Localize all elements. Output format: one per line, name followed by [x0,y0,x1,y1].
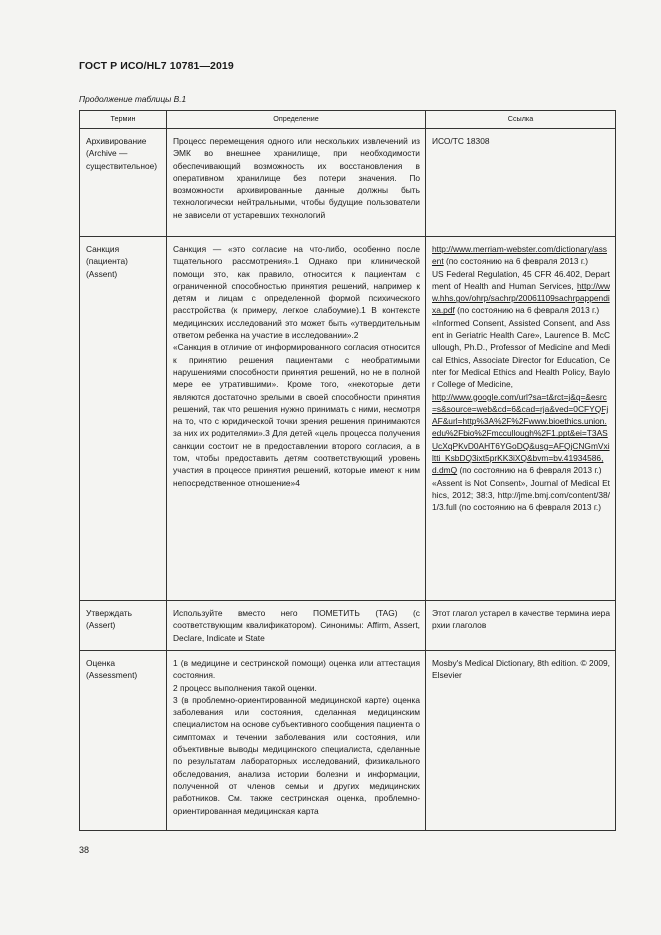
table-row [80,651,616,831]
reference-link[interactable]: http://www.merriam-webster.com/dictionary/assent [432,244,607,267]
term-cell: Архивирование (Archive — существительное) [80,129,167,237]
reference-paragraph [432,477,610,514]
reference-cell [426,237,616,601]
reference-text: (по состоянию на 6 февраля 2013 г.) [454,305,600,316]
reference-text: Этот глагол устарел в качестве термина иерархии глаголов [432,608,610,631]
reference-cell [426,601,616,651]
terms-table [79,110,616,831]
table-row [80,129,616,237]
column-header-reference: Ссылка [426,111,616,129]
table-header-row [80,111,616,129]
definition-cell [167,651,426,831]
reference-paragraph [432,135,610,147]
definition-cell [167,129,426,237]
definition-paragraph: 1 (в медицине и сестринской помощи) оценка или аттестация состояния. [173,658,420,681]
definition-cell [167,601,426,651]
reference-paragraph [432,657,610,682]
definition-paragraph: «Санкция в отличие от информированного согласия относится к принятию решения пациентами с необратимыми нарушениями способности принятия решений, но не в полной мере ее утратившими». Кроме того, «некоторые дети являются достаточно зрелыми в своей способности принятия решений, так что решения нужно принимать с ними, несмотря на то, что с юридической точки зрения решения принимаются за них их родителями».3 Для детей «цель процесса получения санкции состоит не в предоставлении второго согласия, а в том, чтобы предоставить детям соответствующий уровень участия в процессе принятия решений, которые имеют к ним непосредственное отношение»4 [173,342,420,488]
reference-paragraph [432,268,610,317]
table-row [80,601,616,651]
definition-paragraph: Санкция — «это согласие на что-либо, особенно после тщательного рассмотрения».1 Однако при клинической помощи это, как правило, относится к пациентам с ограниченной способностью принятия решений, например к детям и лицам с определенной формой психического расстройства (к примеру, легкое слабоумие).1 В контексте медицинских исследований это может быть «утвердительным ответом ребенка на участие в исследовании».2 [173,244,420,341]
reference-paragraph [432,317,610,391]
reference-text: US Federal Regulation, 45 CFR 46.402, Department of Health and Human Services, [432,268,610,291]
document-header: ГОСТ Р ИСО/HL7 10781—2019 [79,60,234,72]
reference-link[interactable]: http://www.google.com/url?sa=t&rct=j&q=&esrc=s&source=web&cd=6&cad=rja&ved=0CFYQFjAF&url=http%3A%2F%2Fwww.bioethics.union.edu%2Fbio%2Fmccullough%2F1.ppt&ei=T3ASUcXqPKvD0AHT6YGoDQ&usg=AFQjCNGmVxiltti_KsbDQ3ixt5prKK3iXQ&bvm=bv.41934586,d.dmQ [432,391,610,476]
reference-text: (по состоянию на 6 февраля 2013 г.) [443,256,589,267]
reference-text: «Assent is Not Consent», Journal of Medical Ethics, 2012; 38:3, http://jme.bmj.com/content/38/1/3.full (по состоянию на 6 февраля 2013 г.) [432,477,610,513]
reference-text: ИСО/ТС 18308 [432,136,490,146]
term-cell: Оценка (Assessment) [80,651,167,831]
reference-cell [426,129,616,237]
reference-text: «Informed Consent, Assisted Consent, and Assent in Geriatric Health Care», Laurence B. McCullough, Ph.D., Professor of Medicine and Medical Ethics, Associate Director for Education, Center for Medical Ethics and Health Policy, Baylor College of Medicine, [432,317,610,390]
reference-text: (по состоянию на 6 февраля 2013 г.) [457,465,602,476]
reference-text: Mosby's Medical Dictionary, 8th edition. © 2009, Elsevier [432,658,610,681]
definition-paragraph: Процесс перемещения одного или нескольких извлечений из ЭМК во внешнее хранилище, при необходимости обеспечивающий возможность их восстановления в оперативном хранилище без потери значения. По возможности архивированные данные должны быть технологически нейтральными, чтобы будущие пользователи не зависели от устаревших технологий [173,136,420,220]
definition-paragraph: 2 процесс выполнения такой оценки. [173,682,317,693]
page-number: 38 [79,845,90,855]
column-header-term: Термин [80,111,167,129]
reference-link[interactable]: http://www.hhs.gov/ohrp/sachrp/20061109sachrpappendixa.pdf [432,280,610,316]
reference-paragraph [432,607,610,632]
reference-paragraph [432,391,610,477]
table-row [80,237,616,601]
definition-cell [167,237,426,601]
column-header-definition: Определение [167,111,426,129]
definition-paragraph: 3 (в проблемно-ориентированной медицинской карте) оценка заболевания или состояния, сделанная медицинским специалистом на основе субъективного сообщения пациента о симптомах и течении заболевания или состояния, или объективные выводы медицинского специалиста, сделанные по результатам лабораторных исследований, физикального обследования, анализа истории болезни и информации, полученной от членов семьи и других медицинских работников. См. также сестринская оценка, проблемно-ориентированная медицинская карта [173,694,420,816]
reference-paragraph [432,243,610,268]
term-cell: Утверждать (Assert) [80,601,167,651]
table-caption: Продолжение таблицы В.1 [79,94,187,104]
term-cell: Санкция (пациента) (Assent) [80,237,167,601]
definition-paragraph: Используйте вместо него ПОМЕТИТЬ (TAG) (с соответствующим квалификатором). Синонимы: Affirm, Assert, Declare, Indicate и State [173,608,420,643]
reference-cell [426,651,616,831]
